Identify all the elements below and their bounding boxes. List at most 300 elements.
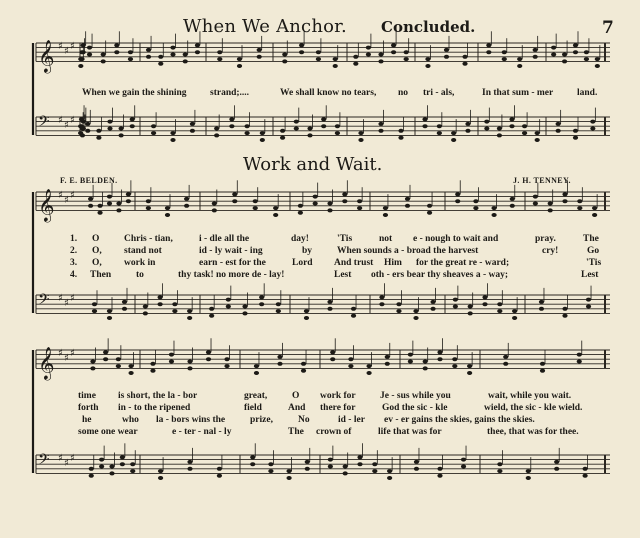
note-head: [398, 129, 403, 133]
note-head: [305, 460, 310, 464]
note-head: [87, 46, 92, 50]
note-head: [562, 199, 567, 203]
sharp-icon: ♯: [70, 41, 75, 52]
note-head: [301, 369, 306, 373]
note-head: [88, 204, 93, 208]
note-head: [187, 467, 192, 471]
note-head: [184, 197, 189, 201]
note-head: [497, 302, 502, 306]
note-head: [535, 131, 540, 135]
note-head: [379, 295, 384, 299]
note-head: [107, 127, 112, 131]
note-head: [122, 307, 127, 311]
note-head: [404, 57, 409, 61]
note-head: [358, 138, 363, 142]
note-head: [455, 192, 460, 196]
lyric-seg: tri - als,: [423, 88, 455, 98]
note-head: [254, 371, 259, 375]
note-head: [592, 213, 597, 217]
note-head: [512, 309, 517, 313]
note-head: [512, 316, 517, 320]
note-head: [366, 53, 371, 57]
note-head: [294, 127, 299, 131]
note-head: [109, 471, 114, 475]
note-head: [573, 43, 578, 47]
note-head: [119, 133, 124, 137]
note-head: [473, 206, 478, 210]
note-head: [391, 50, 396, 54]
note-head: [107, 120, 112, 124]
note-head: [444, 55, 449, 59]
note-head: [423, 360, 428, 364]
note-head: [158, 469, 163, 473]
note-head: [96, 136, 101, 140]
note-head: [99, 465, 104, 469]
lyric-seg: is short, the la - bor: [118, 391, 198, 401]
note-head: [126, 199, 131, 203]
note-head: [595, 64, 600, 68]
note-head: [451, 131, 456, 135]
lyric-seg: O,: [92, 246, 102, 256]
note-head: [482, 295, 487, 299]
lyric-seg: work for: [320, 391, 356, 401]
note-head: [316, 50, 321, 54]
note-head: [195, 50, 200, 54]
note-head: [577, 199, 582, 203]
note-head: [107, 202, 112, 206]
note-head: [444, 48, 449, 52]
note-head: [387, 469, 392, 473]
note-head: [158, 295, 163, 299]
note-head: [425, 64, 430, 68]
note-head: [577, 360, 582, 364]
note-head: [551, 46, 556, 50]
note-head: [107, 195, 112, 199]
note-head: [190, 129, 195, 133]
note-head: [253, 199, 258, 203]
note-head: [114, 43, 119, 47]
note-head: [583, 467, 588, 471]
note-head: [158, 55, 163, 59]
note-head: [486, 50, 491, 54]
note-head: [383, 206, 388, 210]
lyric-seg: oth - ers bear thy sheaves a - way;: [371, 270, 509, 280]
note-head: [224, 364, 229, 368]
note-head: [414, 467, 419, 471]
lyric-seg: day!: [291, 234, 309, 244]
note-head: [391, 43, 396, 47]
note-head: [242, 311, 247, 315]
note-head: [573, 50, 578, 54]
note-head: [592, 206, 597, 210]
lyric-seg: some one wear: [78, 427, 138, 437]
note-head: [209, 314, 214, 318]
note-head: [437, 467, 442, 471]
lyric-seg: God the sic - kle: [382, 403, 448, 413]
note-head: [146, 199, 151, 203]
note-head: [556, 122, 561, 126]
note-head: [245, 124, 250, 128]
note-head: [348, 364, 353, 368]
note-head: [503, 362, 508, 366]
note-head: [165, 206, 170, 210]
note-head: [299, 50, 304, 54]
note-head: [404, 50, 409, 54]
note-head: [584, 57, 589, 61]
lyric-seg: O,: [92, 258, 102, 268]
note-head: [562, 307, 567, 311]
note-head: [351, 307, 356, 311]
lyric-seg: id - ly wait - ing: [199, 246, 263, 256]
lyric-seg: time: [78, 391, 96, 401]
note-head: [151, 124, 156, 128]
note-head: [78, 131, 83, 135]
note-head: [321, 124, 326, 128]
note-head: [427, 204, 432, 208]
note-head: [130, 469, 135, 473]
lyric-seg: thee, that was for thee.: [487, 427, 579, 437]
note-head: [130, 124, 135, 128]
lyric-seg: work in: [124, 258, 156, 268]
sharp-icon: ♯: [64, 353, 69, 364]
sharp-icon: ♯: [70, 115, 75, 126]
note-head: [78, 64, 83, 68]
note-head: [437, 131, 442, 135]
verse-3-line-1: [0, 258, 640, 270]
note-head: [321, 117, 326, 121]
note-head: [437, 350, 442, 354]
note-head: [237, 57, 242, 61]
note-head: [187, 460, 192, 464]
note-head: [467, 371, 472, 375]
note-head: [398, 136, 403, 140]
note-head: [351, 314, 356, 318]
note-head: [357, 206, 362, 210]
note-head: [387, 476, 392, 480]
note-head: [452, 357, 457, 361]
note-head: [509, 124, 514, 128]
note-head: [510, 197, 515, 201]
lyric-seg: no: [398, 88, 409, 98]
page-number: 7: [602, 18, 614, 38]
hymn-title-when-we-anchor: When We Anchor.: [183, 16, 347, 37]
note-head: [170, 138, 175, 142]
note-head: [120, 455, 125, 459]
sharp-icon: ♯: [64, 120, 69, 131]
lyric-seg: he: [82, 415, 92, 425]
verse-1-line-1: [0, 234, 640, 246]
note-head: [396, 302, 401, 306]
note-head: [122, 300, 127, 304]
note-head: [556, 129, 561, 133]
note-head: [212, 202, 217, 206]
lyric-seg: there for: [320, 403, 356, 413]
note-head: [484, 120, 489, 124]
lyric-seg: Chris - tian,: [124, 234, 173, 244]
note-head: [502, 50, 507, 54]
sharp-icon: ♯: [58, 348, 63, 359]
note-head: [97, 211, 102, 215]
note-head: [453, 305, 458, 309]
note-head: [522, 131, 527, 135]
note-head: [333, 57, 338, 61]
note-head: [510, 204, 515, 208]
note-head: [462, 55, 467, 59]
note-head: [280, 136, 285, 140]
note-head: [540, 362, 545, 366]
note-head: [214, 133, 219, 137]
hymn-title-work-and-wait: Work and Wait.: [243, 154, 383, 175]
lyric-seg: e - ter - nal - ly: [172, 427, 232, 437]
note-head: [468, 305, 473, 309]
lyric-seg: Lord: [292, 258, 313, 268]
lyric-seg: not: [379, 234, 393, 244]
bass-clef-icon: 𝄢: [38, 113, 50, 134]
note-head: [357, 199, 362, 203]
lyric-seg: field: [244, 403, 262, 413]
note-head: [502, 57, 507, 61]
lyric-seg: Lest: [581, 270, 599, 280]
note-head: [103, 350, 108, 354]
note-head: [533, 202, 538, 206]
lyric-seg: for the great re - ward;: [416, 258, 510, 268]
note-head: [491, 206, 496, 210]
note-head: [535, 138, 540, 142]
note-head: [452, 364, 457, 368]
note-head: [276, 302, 281, 306]
note-head: [353, 62, 358, 66]
lyric-seg: No: [298, 415, 310, 425]
note-head: [497, 469, 502, 473]
note-head: [437, 357, 442, 361]
note-head: [280, 129, 285, 133]
note-head: [109, 465, 114, 469]
note-head: [150, 362, 155, 366]
sharp-icon: ♯: [58, 41, 63, 52]
note-head: [88, 197, 93, 201]
note-head: [465, 122, 470, 126]
note-head: [130, 462, 135, 466]
lyric-seg: Go: [587, 246, 600, 256]
note-head: [503, 355, 508, 359]
note-head: [257, 55, 262, 59]
note-head: [184, 204, 189, 208]
sharp-icon: ♯: [70, 190, 75, 201]
note-head: [190, 122, 195, 126]
note-head: [455, 199, 460, 203]
note-head: [533, 195, 538, 199]
note-head: [206, 350, 211, 354]
note-head: [170, 53, 175, 57]
note-head: [539, 307, 544, 311]
note-head: [451, 138, 456, 142]
note-head: [128, 57, 133, 61]
note-head: [378, 122, 383, 126]
verse-4-line-2: [0, 427, 640, 439]
lyric-seg: who: [122, 415, 139, 425]
note-head: [379, 302, 384, 306]
note-head: [430, 300, 435, 304]
note-head: [497, 462, 502, 466]
note-head: [146, 48, 151, 52]
note-head: [327, 300, 332, 304]
note-head: [358, 131, 363, 135]
note-head: [116, 208, 121, 212]
note-head: [465, 129, 470, 133]
note-head: [250, 455, 255, 459]
note-head: [408, 353, 413, 357]
note-head: [413, 309, 418, 313]
note-head: [307, 127, 312, 131]
words-credit: F. E. BELDEN.: [60, 176, 118, 185]
note-head: [437, 474, 442, 478]
note-head: [342, 192, 347, 196]
sharp-icon: ♯: [70, 293, 75, 304]
note-head: [328, 458, 333, 462]
note-head: [583, 474, 588, 478]
note-head: [551, 53, 556, 57]
note-head: [96, 129, 101, 133]
lyric-seg: And: [288, 403, 306, 413]
note-head: [298, 204, 303, 208]
note-head: [85, 129, 90, 133]
lyric-seg: by: [302, 246, 313, 256]
sharp-icon: ♯: [58, 190, 63, 201]
note-head: [343, 471, 348, 475]
note-head: [333, 64, 338, 68]
note-head: [143, 305, 148, 309]
note-head: [385, 355, 390, 359]
note-head: [259, 302, 264, 306]
treble-clef-icon: 𝄞: [38, 39, 55, 73]
verse-4-line-1: [0, 270, 640, 282]
note-head: [90, 360, 95, 364]
note-head: [313, 195, 318, 199]
sharp-icon: ♯: [64, 46, 69, 57]
note-head: [497, 127, 502, 131]
note-head: [330, 357, 335, 361]
note-head: [78, 124, 83, 128]
note-head: [260, 138, 265, 142]
note-head: [301, 362, 306, 366]
lyric-seg: Him: [384, 258, 402, 268]
note-head: [282, 53, 287, 57]
note-head: [183, 53, 188, 57]
note-head: [214, 127, 219, 131]
note-head: [590, 127, 595, 131]
lyric-seg: The: [583, 234, 599, 244]
note-head: [101, 53, 106, 57]
note-head: [277, 362, 282, 366]
note-head: [533, 55, 538, 59]
sharp-icon: ♯: [58, 453, 63, 464]
lyric-seg: In that sum - mer: [482, 88, 554, 98]
note-head: [522, 124, 527, 128]
note-head: [170, 46, 175, 50]
note-head: [372, 469, 377, 473]
lyric-seg: forth: [78, 403, 99, 413]
note-head: [245, 131, 250, 135]
lyric-seg: 'Tis: [337, 234, 353, 244]
note-head: [259, 295, 264, 299]
note-head: [226, 298, 231, 302]
verse-2-line-2: [0, 403, 640, 415]
note-head: [158, 302, 163, 306]
note-head: [486, 43, 491, 47]
note-head: [128, 371, 133, 375]
lyric-seg: wield, the sic - kle wield.: [484, 403, 583, 413]
note-head: [590, 120, 595, 124]
bass-clef-icon: 𝄢: [38, 451, 50, 472]
note-head: [526, 476, 531, 480]
note-head: [299, 43, 304, 47]
note-head: [437, 124, 442, 128]
note-head: [85, 122, 90, 126]
note-head: [294, 120, 299, 124]
note-head: [253, 206, 258, 210]
note-head: [172, 302, 177, 306]
note-head: [357, 462, 362, 466]
note-head: [187, 316, 192, 320]
note-head: [539, 300, 544, 304]
note-head: [462, 62, 467, 66]
note-head: [468, 311, 473, 315]
lyric-seg: la - bors wins the: [156, 415, 226, 425]
note-head: [540, 369, 545, 373]
note-head: [366, 364, 371, 368]
note-head: [491, 213, 496, 217]
note-head: [554, 460, 559, 464]
sharp-icon: ♯: [70, 348, 75, 359]
note-head: [146, 55, 151, 59]
note-head: [116, 357, 121, 361]
note-head: [257, 48, 262, 52]
note-head: [126, 192, 131, 196]
note-head: [562, 53, 567, 57]
note-head: [305, 467, 310, 471]
note-head: [217, 467, 222, 471]
note-head: [206, 357, 211, 361]
note-head: [422, 124, 427, 128]
note-head: [79, 50, 84, 54]
lyric-seg: The: [288, 427, 304, 437]
note-head: [378, 59, 383, 63]
note-head: [562, 59, 567, 63]
lyric-seg: O: [292, 391, 300, 401]
note-head: [282, 59, 287, 63]
lyric-seg: thy task! no more de - lay!: [178, 270, 285, 280]
note-head: [151, 131, 156, 135]
verse-number: 1.: [70, 234, 78, 244]
note-head: [260, 131, 265, 135]
lyric-seg: We shall know no tears,: [280, 88, 377, 98]
note-head: [366, 371, 371, 375]
sharp-icon: ♯: [58, 115, 63, 126]
note-head: [423, 366, 428, 370]
lyric-seg: When we gain the shining: [82, 88, 187, 98]
note-head: [577, 353, 582, 357]
note-head: [427, 211, 432, 215]
verse-3-line-2: [0, 415, 640, 427]
note-head: [577, 206, 582, 210]
note-head: [273, 213, 278, 217]
note-head: [232, 192, 237, 196]
note-head: [548, 202, 553, 206]
note-head: [335, 131, 340, 135]
note-head: [226, 305, 231, 309]
note-head: [277, 355, 282, 359]
lyric-seg: strand;....: [210, 88, 250, 98]
